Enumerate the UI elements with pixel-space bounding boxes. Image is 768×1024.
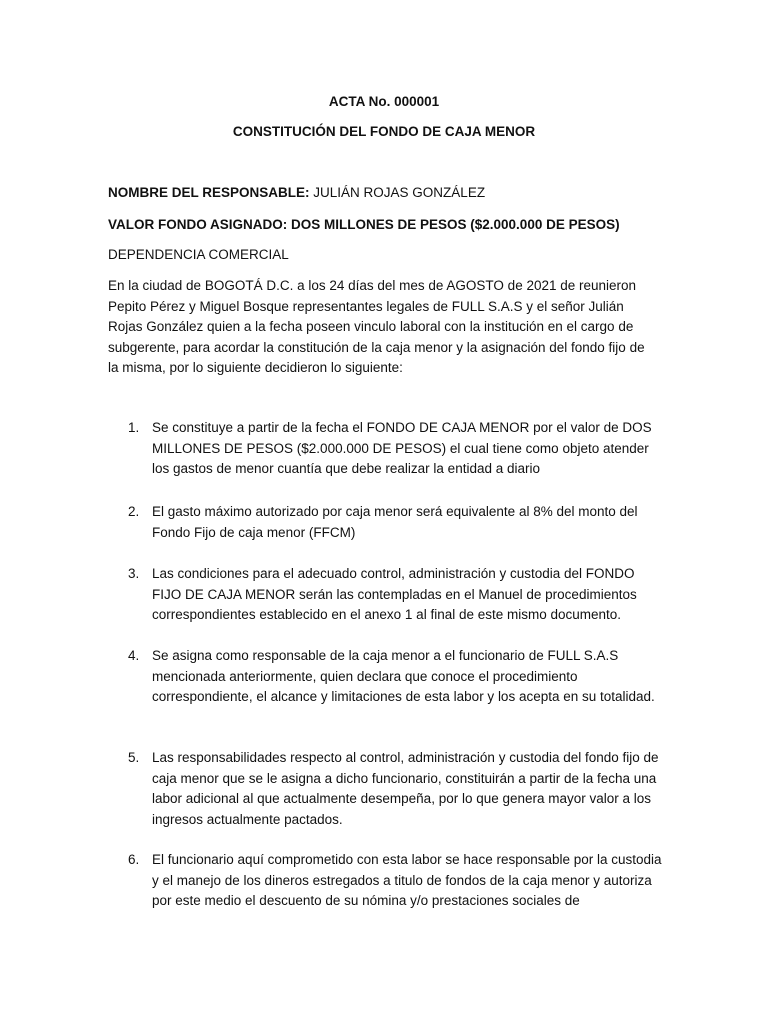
- dependencia-line: DEPENDENCIA COMERCIAL: [108, 247, 289, 262]
- responsable-value: JULIÁN ROJAS GONZÁLEZ: [309, 185, 486, 200]
- list-item-text: Las condiciones para el adecuado control, administración y custodia del FONDO FIJO DE CAJA MENOR serán las contempladas en el Manuel de procedimientos correspondientes establecido en el anexo 1 al final de este mismo documento.: [152, 566, 637, 623]
- list-item-text: Se constituye a partir de la fecha el FONDO DE CAJA MENOR por el valor de DOS MILLONES DE PESOS ($2.000.000 DE PESOS) el cual tiene como objeto atender los gastos de menor cuantía que debe realizar la entidad a diario: [152, 420, 652, 477]
- document-subtitle: CONSTITUCIÓN DEL FONDO DE CAJA MENOR: [232, 124, 536, 139]
- list-item-number: 2.: [128, 504, 140, 519]
- list-item-text: El gasto máximo autorizado por caja menor será equivalente al 8% del monto del Fondo Fijo de caja menor (FFCM): [152, 504, 638, 540]
- list-item-text: Las responsabilidades respecto al control, administración y custodia del fondo fijo de caja menor que se le asigna a dicho funcionario, constituirán a partir de la fecha una labor adicional al que actualmente desempeña, por lo que genera mayor valor a los ingresos actualmente pactados.: [152, 750, 659, 827]
- list-item-text: El funcionario aquí comprometido con esta labor se hace responsable por la custodia y el manejo de los dineros estregados a titulo de fondos de la caja menor y autoriza por este medio el descuento de su nómina y/o prestaciones sociales de: [152, 852, 662, 909]
- responsable-line: [108, 184, 668, 202]
- list-item-number: 4.: [128, 648, 140, 663]
- list-item-number: 5.: [128, 750, 140, 765]
- list-item-number: 1.: [128, 420, 140, 435]
- valor-fondo-line: VALOR FONDO ASIGNADO: DOS MILLONES DE PESOS ($2.000.000 DE PESOS): [108, 217, 620, 232]
- intro-paragraph: En la ciudad de BOGOTÁ D.C. a los 24 días del mes de AGOSTO de 2021 de reunieron Pepito Pérez y Miguel Bosque representantes legales de FULL S.A.S y el señor Julián Rojas González quien a la fecha poseen vinculo laboral con la institución en el cargo de subgerente, para acordar la constitución de la caja menor y la asignación del fondo fijo de la misma, por lo siguiente decidieron lo siguiente:: [108, 278, 645, 376]
- list-item-number: 3.: [128, 566, 140, 581]
- responsable-label: NOMBRE DEL RESPONSABLE:: [108, 185, 310, 200]
- list-item-text: Se asigna como responsable de la caja menor a el funcionario de FULL S.A.S mencionada anteriormente, quien declara que conoce el procedimiento correspondiente, el alcance y limitaciones de esta labor y los acepta en su totalidad.: [152, 648, 655, 705]
- document-title: ACTA No. 000001: [328, 94, 440, 109]
- list-item-number: 6.: [128, 852, 140, 867]
